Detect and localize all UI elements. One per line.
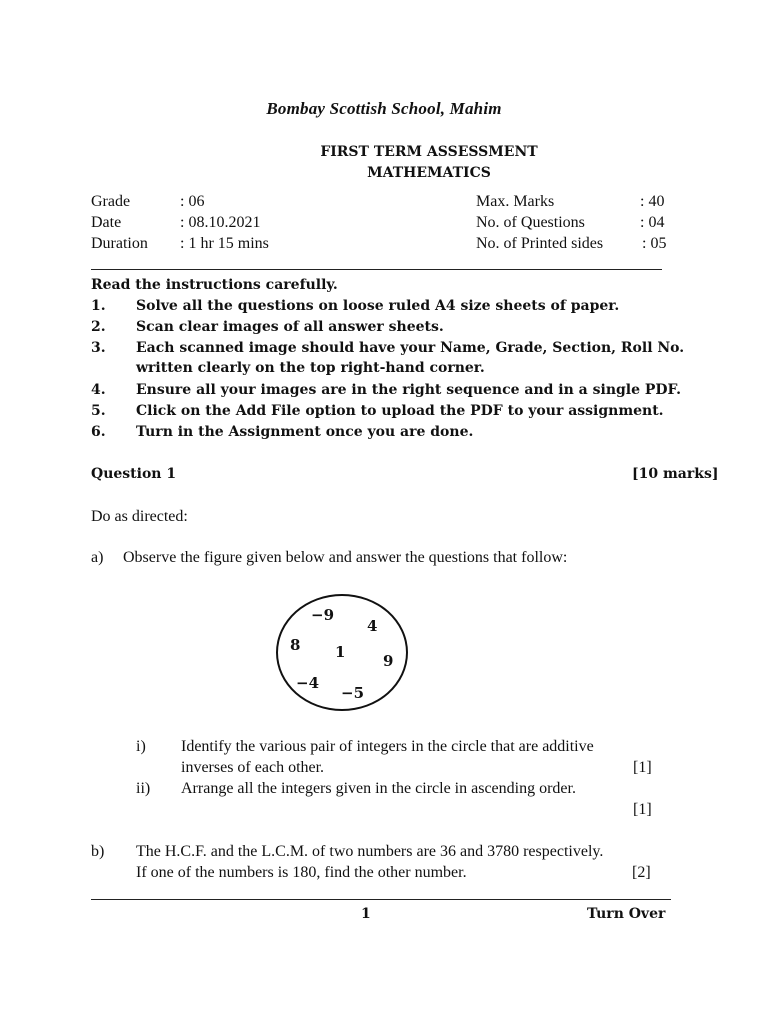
circle-number: 8: [290, 636, 301, 654]
max-marks-label: Max. Marks: [476, 193, 555, 210]
circle-number: −5: [341, 684, 365, 702]
grade-value: : 06: [180, 193, 205, 210]
subpart-i-text: Identify the various pair of integers in the circle that are additive: [181, 738, 594, 755]
subpart-ii-marks: [1]: [633, 801, 652, 818]
printed-sides-value: : 05: [642, 235, 667, 252]
instruction-text: Scan clear images of all answer sheets.: [136, 319, 444, 335]
circle-number: −9: [311, 606, 335, 624]
subpart-ii-label: ii): [136, 780, 151, 797]
instruction-text: Click on the Add File option to upload the PDF to your assignment.: [136, 403, 664, 419]
part-b-marks: [2]: [632, 864, 651, 881]
instruction-num: 3.: [91, 340, 106, 356]
instruction-text: Solve all the questions on loose ruled A4 size sheets of paper.: [136, 298, 620, 314]
instruction-text: Each scanned image should have your Name, Grade, Section, Roll No.: [136, 340, 685, 356]
instruction-num: 4.: [91, 382, 106, 398]
question-label: Question 1: [91, 466, 177, 482]
questions-value: : 04: [640, 214, 665, 231]
part-b-text-cont: If one of the numbers is 180, find the other number.: [136, 864, 467, 881]
date-label: Date: [91, 214, 122, 231]
instruction-text: Turn in the Assignment once you are done.: [136, 424, 474, 440]
turn-over-label: Turn Over: [587, 906, 666, 922]
instruction-num: 1.: [91, 298, 106, 314]
page-number: 1: [361, 906, 371, 922]
subpart-ii-text: Arrange all the integers given in the circle in ascending order.: [181, 780, 576, 797]
date-value: : 08.10.2021: [180, 214, 261, 231]
instruction-text: Ensure all your images are in the right sequence and in a single PDF.: [136, 382, 681, 398]
max-marks-value: : 40: [640, 193, 665, 210]
question-marks: [10 marks]: [632, 466, 719, 482]
instruction-num: 5.: [91, 403, 106, 419]
instruction-num: 6.: [91, 424, 106, 440]
header-divider: [91, 269, 662, 270]
duration-value: : 1 hr 15 mins: [180, 235, 269, 252]
subpart-i-label: i): [136, 738, 146, 755]
instruction-num: 2.: [91, 319, 106, 335]
duration-label: Duration: [91, 235, 148, 252]
circle-number: 1: [335, 643, 346, 661]
directive: Do as directed:: [91, 508, 188, 525]
assessment-title: FIRST TERM ASSESSMENT: [320, 144, 538, 160]
part-b-label: b): [91, 843, 105, 860]
grade-label: Grade: [91, 193, 131, 210]
part-b-text: The H.C.F. and the L.C.M. of two numbers are 36 and 3780 respectively.: [136, 843, 604, 860]
subpart-i-text-cont: inverses of each other.: [181, 759, 325, 776]
subject-title: MATHEMATICS: [367, 165, 491, 181]
questions-label: No. of Questions: [476, 214, 585, 231]
circle-number: −4: [296, 674, 320, 692]
subpart-i-marks: [1]: [633, 759, 652, 776]
circle-number: 4: [367, 617, 378, 635]
instruction-text-cont: written clearly on the top right-hand corner.: [136, 360, 485, 376]
circle-number: 9: [383, 652, 394, 670]
school-name: Bombay Scottish School, Mahim: [266, 99, 502, 118]
part-a-label: a): [91, 549, 104, 566]
printed-sides-label: No. of Printed sides: [476, 235, 604, 252]
instructions-heading: Read the instructions carefully.: [91, 277, 338, 293]
footer-divider: [91, 899, 671, 900]
part-a-text: Observe the figure given below and answer the questions that follow:: [123, 549, 568, 566]
